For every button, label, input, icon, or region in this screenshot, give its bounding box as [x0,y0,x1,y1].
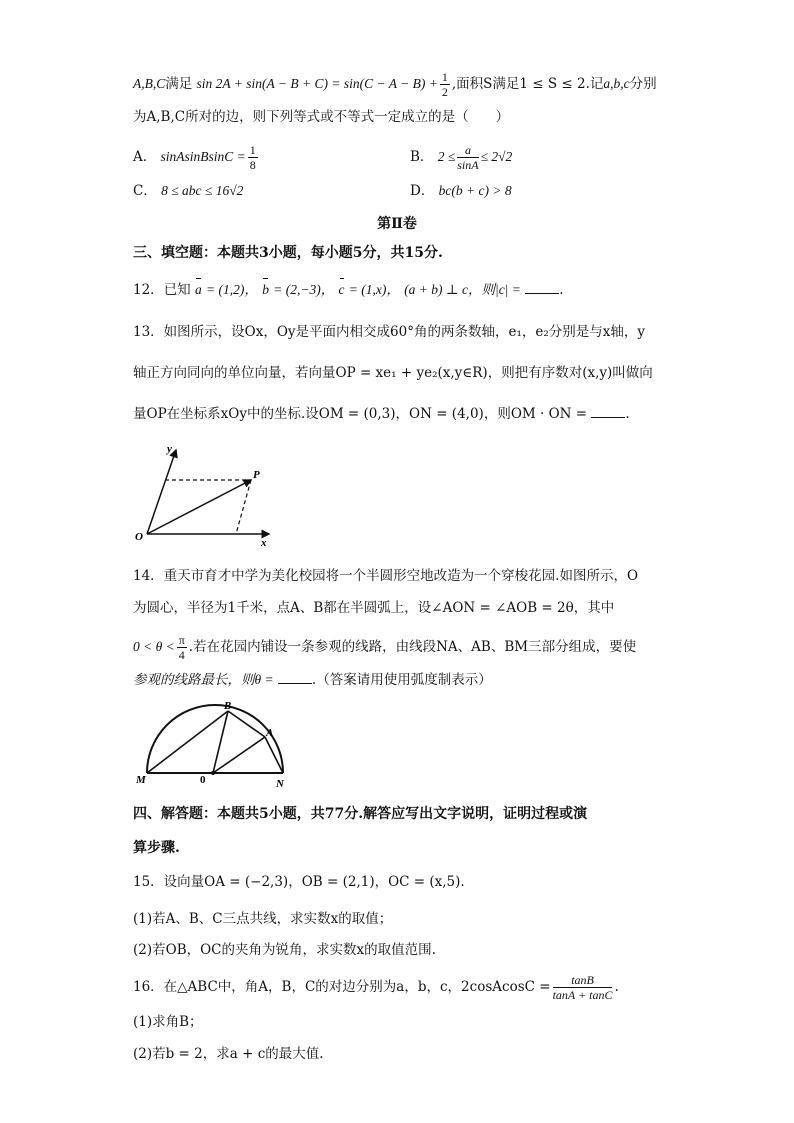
q14-line1: 14．重天市育才中学为美化校园将一个半圆形空地改造为一个穿梭花园.如图所示，O [133,568,639,584]
point-o-label: 0 [200,774,206,786]
q11-option-c: C． 8 ≤ abc ≤ 16√2 [133,183,244,199]
q11-abc: A,B,C [133,76,166,91]
q15-line1: 15．设向量OA = (−2,3)，OB = (2,1)，OC = (x,5). [133,874,465,890]
point-a-label: A [266,727,274,739]
origin-label: O [135,531,143,543]
q11-stem-line2: 为A,B,C所对的边，则下列等式或不等式一定成立的是（ ） [133,109,510,125]
q14-line4: 参观的线路最长，则θ = .（答案请用使用弧度制表示） [133,672,492,688]
q15-line2: (1)若A、B、C三点共线，求实数x的取值； [133,911,393,927]
q11-stem-line1 [133,70,657,99]
q16-line1: 16．在△ABC中，角A，B，C的对边分别为a，b，c，2cosAcosC = $\frac{\tan B}{\tan A + \tan C}$ . [133,973,619,1002]
q14-figure [133,700,293,790]
q13-line3: 量OP在坐标系xOy中的坐标.设OM = (0,3)，ON = (4,0)，则OM · ON = . [133,406,630,422]
point-n-label: N [276,778,284,790]
q16-line2: (1)求角B； [133,1014,203,1030]
q13-figure [133,438,278,548]
x-axis-label: x [261,537,267,548]
q15-line3: (2)若OB，OC的夹角为锐角，求实数x的取值范围. [133,942,436,958]
point-b-label: B [224,700,232,712]
q11-area: ,面积S满足1 ≤ S ≤ 2.记 [451,76,604,92]
q11-text2: 分别 [629,76,657,92]
answer-blank[interactable] [525,281,559,294]
section4-title-line2: 算步骤. [133,840,180,856]
q13-line1: 13．如图所示，设Ox，Oy是平面内相交成60°角的两条数轴，e₁，e₂分别是与x轴，y [133,324,646,340]
segment-ab [228,711,265,737]
q13-line2: 轴正方向同向的单位向量，若向量OP = xe₁ + ye₂(x,y∈R)，则把有序数对(x,y)叫做向 [133,365,653,381]
q16-line3: (2)若b = 2，求a + c的最大值. [133,1046,324,1062]
q11-option-a: A． sinAsinBsinC = $\frac{1}{8}$ [133,143,256,172]
q14-line3: 0 < θ < $\frac{\pi}{4}$ .若在花园内铺设一条参观的线路，由线段NA、AB、BM三部分组成，要使 [133,633,637,662]
point-p-label: P [253,469,260,481]
point-m-label: M [136,774,146,786]
answer-blank[interactable] [278,671,312,684]
answer-blank[interactable] [591,405,625,418]
q12: 12．已知 a = (1,2)， b = (2,−3)， c = (1,x)， (a + b) ⊥ c，则|c| = . [133,282,564,298]
section3-title: 三、填空题：本题共3小题，每小题5分，共15分. [133,245,443,261]
q11-option-b: B． 2 ≤ $\frac{a}{\sin A}$ ≤ 2√2 [410,143,513,172]
q11-option-d: D． bc(b + c) > 8 [410,183,512,199]
q11-fraction: $\frac{1}{2}$ [441,70,448,99]
y-axis-label: y [167,443,172,455]
q11-sides: a,b,c [603,76,630,91]
q14-line2: 为圆心，半径为1千米，点A、B都在半圆弧上，设∠AON = ∠AOB = 2θ，其中 [133,600,615,616]
q11-equation: sin 2A + sin(A − B + C) = sin(C − A − B) + [196,76,438,91]
q11-text: 满足 [165,76,193,92]
section4-title-line1: 四、解答题：本题共5小题，共77分.解答应写出文字说明，证明过程或演 [133,806,588,822]
part2-title: 第Ⅱ卷 [377,216,417,232]
